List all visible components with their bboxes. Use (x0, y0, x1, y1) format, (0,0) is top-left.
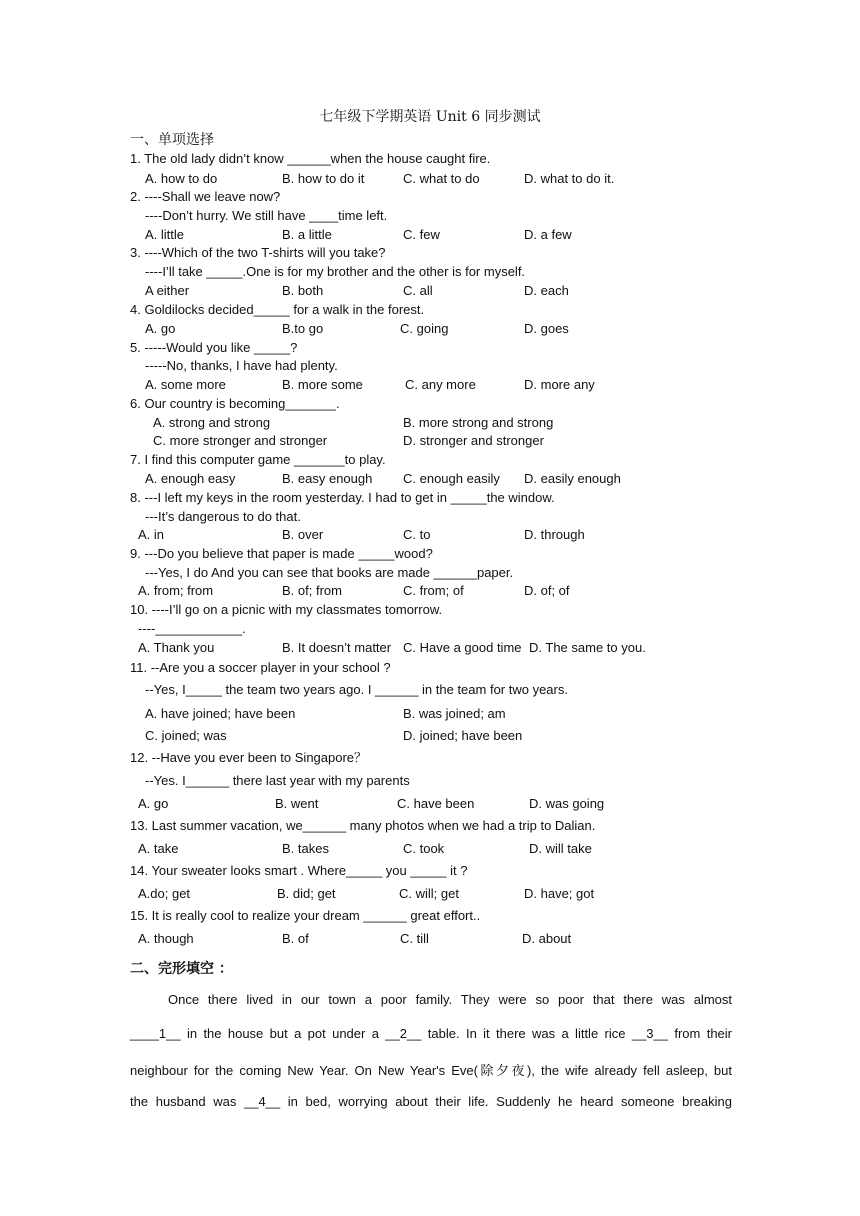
question-2-option: C. few (403, 227, 440, 242)
question-9-option: C. from; of (403, 583, 464, 598)
question-15-option: B. of (282, 931, 309, 946)
question-1-option: B. how to do it (282, 171, 365, 186)
question-7-option: B. easy enough (282, 471, 373, 486)
question-15-option: C. till (400, 931, 429, 946)
question-4-option: C. going (400, 321, 449, 336)
question-15-text: 15. It is really cool to realize your dream ______ great effort.. (130, 908, 481, 923)
question-14-option: C. will; get (399, 886, 459, 901)
question-14-option: B. did; get (277, 886, 336, 901)
question-5-text: 5. -----Would you like _____? (130, 340, 298, 355)
question-1-option: D. what to do it. (524, 171, 615, 186)
question-1-option: A. how to do (145, 171, 218, 186)
question-8-text: 8. ---I left my keys in the room yesterday. I had to get in _____the window. (130, 490, 555, 505)
question-12-option: D. was going (529, 796, 605, 811)
question-5-option: A. some more (145, 377, 226, 392)
passage-line: the husband was __4__ in bed, worrying about their life. Suddenly he heard someone breaking (130, 1094, 732, 1109)
question-3-option: C. all (403, 283, 433, 298)
section-heading-multiple-choice: 一、单项选择 (130, 132, 214, 148)
question-2-text: ----Don’t hurry. We still have ____time left. (145, 208, 388, 223)
question-12-option: C. have been (397, 796, 475, 811)
question-9-text: 9. ---Do you believe that paper is made _____wood? (130, 546, 433, 561)
question-7-text: 7. I find this computer game _______to play. (130, 452, 386, 467)
question-7-option: D. easily enough (524, 471, 621, 486)
question-7-option: A. enough easy (145, 471, 236, 486)
page-title: 七年级下学期英语 Unit 6 同步测试 (319, 109, 541, 125)
question-2-option: B. a little (282, 227, 332, 242)
question-11-option: D. joined; have been (403, 728, 523, 743)
question-8-text: ---It’s dangerous to do that. (145, 509, 301, 524)
question-13-option: B. takes (282, 841, 329, 856)
question-14-option: D. have; got (524, 886, 595, 901)
question-2-option: D. a few (524, 227, 572, 242)
question-10-option: C. Have a good time (403, 640, 522, 655)
question-2-option: A. little (145, 227, 185, 242)
question-12-text: 12. --Have you ever been to Singapore？ (130, 750, 368, 765)
question-4-option: B.to go (282, 321, 324, 336)
question-5-option: C. any more (405, 377, 476, 392)
question-12-option: A. go (138, 796, 169, 811)
question-9-text: ---Yes, I do And you can see that books are made ______paper. (145, 565, 514, 580)
section-heading-cloze: 二、完形填空 ： (130, 961, 233, 977)
question-3-text: ----I’ll take _____.One is for my brother and the other is for myself. (145, 264, 526, 279)
question-9-option: D. of; of (524, 583, 570, 598)
question-10-text: 10. ----I’ll go on a picnic with my classmates tomorrow. (130, 602, 443, 617)
question-14-option: A.do; get (138, 886, 191, 901)
question-6-text: 6. Our country is becoming_______. (130, 396, 340, 411)
question-10-text: ----____________. (138, 621, 246, 636)
question-13-option: D. will take (529, 841, 592, 856)
question-1-text: 1. The old lady didn’t know ______when the house caught fire. (130, 151, 491, 166)
question-4-option: A. go (145, 321, 176, 336)
question-5-option: B. more some (282, 377, 363, 392)
question-2-text: 2. ----Shall we leave now? (130, 189, 281, 204)
question-15-option: D. about (522, 931, 572, 946)
question-14-text: 14. Your sweater looks smart . Where_____ you _____ it ? (130, 863, 468, 878)
question-4-text: 4. Goldilocks decided_____ for a walk in the forest. (130, 302, 425, 317)
question-11-text: --Yes, I_____ the team two years ago. I ______ in the team for two years. (145, 682, 568, 697)
question-6-option: A. strong and strong (153, 415, 271, 430)
question-6-option: D. stronger and stronger (403, 433, 544, 448)
question-9-option: B. of; from (282, 583, 342, 598)
question-12-option: B. went (275, 796, 319, 811)
question-15-option: A. though (138, 931, 194, 946)
question-3-text: 3. ----Which of the two T-shirts will you take? (130, 245, 386, 260)
question-8-option: D. through (524, 527, 585, 542)
question-3-option: D. each (524, 283, 569, 298)
passage-line: neighbour for the coming New Year. On New Year's Eve(除夕夜), the wife already fell asleep, but (130, 1063, 732, 1078)
question-6-option: C. more stronger and stronger (153, 433, 328, 448)
question-3-option: B. both (282, 283, 324, 298)
question-1-option: C. what to do (403, 171, 480, 186)
question-11-option: B. was joined; am (403, 706, 506, 721)
question-12-text: --Yes. I______ there last year with my parents (145, 773, 410, 788)
question-13-option: C. took (403, 841, 445, 856)
question-11-text: 11. --Are you a soccer player in your school ? (130, 660, 391, 675)
question-11-option: C. joined; was (145, 728, 227, 743)
question-13-option: A. take (138, 841, 179, 856)
question-13-text: 13. Last summer vacation, we______ many photos when we had a trip to Dalian. (130, 818, 596, 833)
question-6-option: B. more strong and strong (403, 415, 554, 430)
passage-line: Once there lived in our town a poor family. They were so poor that there was almost (168, 992, 732, 1007)
question-10-option: A. Thank you (138, 640, 215, 655)
question-7-option: C. enough easily (403, 471, 500, 486)
question-10-option: D. The same to you. (529, 640, 646, 655)
question-5-option: D. more any (524, 377, 595, 392)
question-8-option: B. over (282, 527, 324, 542)
question-10-option: B. It doesn’t matter (282, 640, 392, 655)
question-3-option: A either (145, 283, 190, 298)
question-5-text: -----No, thanks, I have had plenty. (145, 358, 338, 373)
question-9-option: A. from; from (138, 583, 214, 598)
question-8-option: C. to (403, 527, 431, 542)
question-8-option: A. in (138, 527, 165, 542)
question-4-option: D. goes (524, 321, 569, 336)
passage-line: ____1__ in the house but a pot under a __2__ table. In it there was a little rice __3__ from their (130, 1026, 732, 1041)
question-11-option: A. have joined; have been (145, 706, 296, 721)
